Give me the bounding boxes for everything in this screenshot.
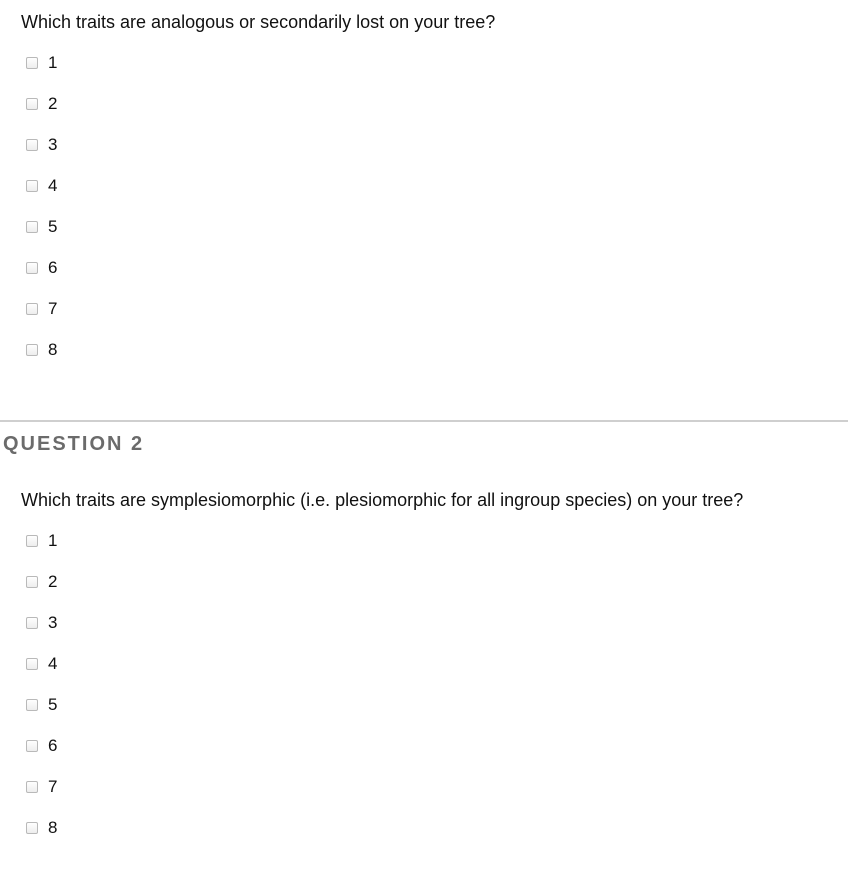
- checkbox[interactable]: [26, 139, 38, 151]
- checkbox[interactable]: [26, 576, 38, 588]
- checkbox[interactable]: [26, 303, 38, 315]
- question-2-options: [26, 530, 57, 858]
- checkbox[interactable]: [26, 699, 38, 711]
- option-row: [26, 776, 57, 817]
- option-row: [26, 298, 57, 339]
- option-row: [26, 339, 57, 380]
- checkbox[interactable]: [26, 262, 38, 274]
- checkbox[interactable]: [26, 617, 38, 629]
- checkbox[interactable]: [26, 180, 38, 192]
- option-label: 7: [48, 777, 58, 796]
- checkbox[interactable]: [26, 344, 38, 356]
- option-row: [26, 134, 57, 175]
- option-row: [26, 52, 57, 93]
- option-label: 5: [48, 217, 58, 236]
- option-row: [26, 653, 57, 694]
- option-label: 3: [48, 613, 58, 632]
- option-label: 1: [48, 53, 58, 72]
- option-label: 8: [48, 818, 58, 837]
- option-label: 1: [48, 531, 58, 550]
- option-row: [26, 612, 57, 653]
- checkbox[interactable]: [26, 221, 38, 233]
- option-label: 5: [48, 695, 58, 714]
- option-label: 6: [48, 258, 58, 277]
- checkbox[interactable]: [26, 535, 38, 547]
- option-label: 2: [48, 94, 58, 113]
- option-row: [26, 175, 57, 216]
- option-label: 6: [48, 736, 58, 755]
- option-row: [26, 694, 57, 735]
- option-label: 2: [48, 572, 58, 591]
- option-label: 7: [48, 299, 58, 318]
- option-label: 4: [48, 654, 58, 673]
- checkbox[interactable]: [26, 658, 38, 670]
- question-1-options: [26, 52, 57, 380]
- option-label: 4: [48, 176, 58, 195]
- checkbox[interactable]: [26, 822, 38, 834]
- section-divider: [0, 420, 848, 422]
- checkbox[interactable]: [26, 781, 38, 793]
- checkbox[interactable]: [26, 98, 38, 110]
- question-1-prompt: Which traits are analogous or secondarily lost on your tree?: [21, 12, 496, 32]
- question-2-prompt: Which traits are symplesiomorphic (i.e. plesiomorphic for all ingroup species) on your tree?: [21, 490, 744, 510]
- option-row: [26, 216, 57, 257]
- checkbox[interactable]: [26, 740, 38, 752]
- question-2-heading: QUESTION 2: [3, 433, 145, 455]
- option-row: [26, 571, 57, 612]
- option-row: [26, 735, 57, 776]
- option-label: 3: [48, 135, 58, 154]
- option-row: [26, 530, 57, 571]
- option-row: [26, 93, 57, 134]
- option-row: [26, 817, 57, 858]
- checkbox[interactable]: [26, 57, 38, 69]
- option-row: [26, 257, 57, 298]
- option-label: 8: [48, 340, 58, 359]
